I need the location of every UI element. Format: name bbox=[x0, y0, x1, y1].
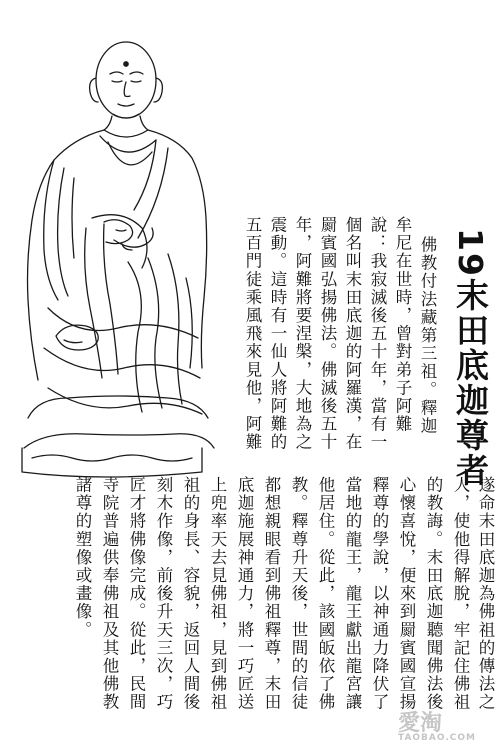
text-column: 教。釋尊升天後，世間的信徒 bbox=[289, 476, 308, 712]
text-column: 寺院普遍供奉佛祖及其他佛教 bbox=[100, 476, 119, 712]
watermark bbox=[398, 706, 476, 743]
arhat-illustration bbox=[8, 18, 218, 488]
text-column: 罽賓國弘揚佛法。佛滅後五十 bbox=[318, 216, 337, 452]
text-column: 牟尼在世時，曾對弟子阿難 bbox=[393, 216, 412, 434]
watermark-text: 愛淘 bbox=[398, 711, 443, 736]
text-column: 都想親眼看到佛祖釋尊，末田 bbox=[262, 476, 281, 712]
text-column: 遂命末田底迦為佛祖的傳法之 bbox=[476, 476, 495, 712]
text-column: 震動。這時有一仙人將阿難的 bbox=[268, 216, 287, 452]
text-column: 刻木作像，前後升天三次，巧 bbox=[154, 476, 173, 712]
text-column: 上兜率天去見佛祖，見到佛祖 bbox=[208, 476, 227, 712]
text-column: 他居住。從此，該國皈依了佛 bbox=[316, 476, 335, 712]
text-column: 人，使他得解脫，牢記住佛祖 bbox=[451, 476, 470, 712]
text-column: 的教誨。末田底迦聽聞佛法後 bbox=[424, 476, 443, 712]
text-column: 五百門徒乘風飛來見他，阿難 bbox=[243, 216, 262, 452]
text-column: 佛教付法藏第三祖。釋迦 bbox=[418, 236, 437, 436]
text-column: 個名叫末田底迦的阿羅漢，在 bbox=[343, 216, 362, 452]
text-column: 諸尊的塑像或畫像。 bbox=[73, 476, 92, 639]
text-column: 年，阿難將要涅槃，大地為之 bbox=[293, 216, 312, 452]
text-column: 匠才將佛像完成。從此，民間 bbox=[127, 476, 146, 712]
text-column: 心懷喜悅，便來到罽賓國宣揚 bbox=[397, 476, 416, 712]
text-column: 說：我寂滅後五十年，當有一 bbox=[368, 216, 387, 452]
text-column: 祖的身長、容貌，返回人間後 bbox=[181, 476, 200, 712]
text-column: 當地的龍王，龍王獻出龍宮讓 bbox=[343, 476, 362, 712]
text-column: 釋尊的學說，以神通力降伏了 bbox=[370, 476, 389, 712]
watermark-sub: TAOBAO.COM bbox=[398, 733, 476, 743]
page-title: 19末田底迦尊者 bbox=[451, 228, 490, 488]
text-column: 底迦施展神通力，將一巧匠送 bbox=[235, 476, 254, 712]
